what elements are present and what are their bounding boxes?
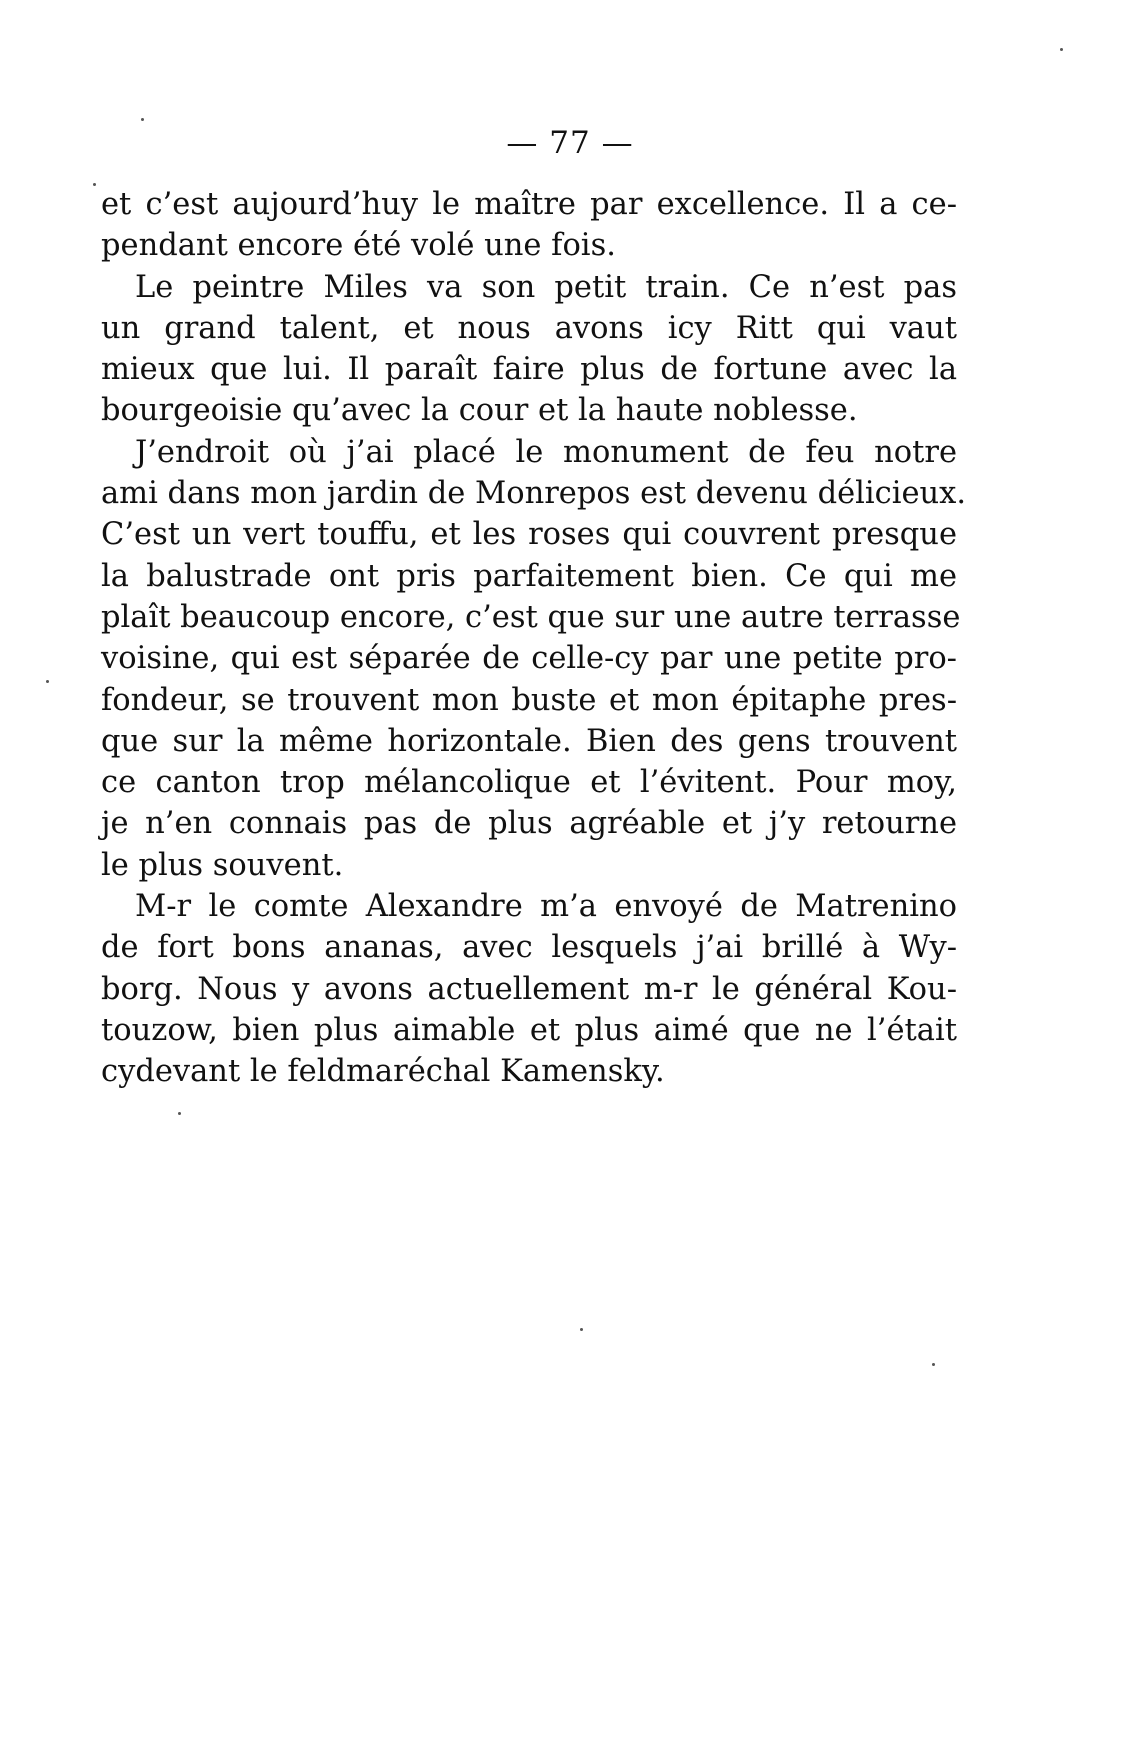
text-line: un grand talent, et nous avons icy Ritt qui vaut (101, 310, 957, 346)
scan-speck (141, 118, 144, 121)
paragraph-3 (101, 432, 967, 886)
text-line: mieux que lui. Il paraît faire plus de fortune avec la (101, 352, 957, 388)
scan-speck (932, 1363, 935, 1366)
text-line: plaît beaucoup encore, c’est que sur une autre terrasse (101, 599, 961, 635)
body-text (101, 184, 967, 1093)
page-number: — 77 — (506, 125, 634, 161)
text-line: J’endroit où j’ai placé le monument de feu notre (135, 434, 957, 470)
text-line: touzow, bien plus aimable et plus aimé que ne l’était (101, 1012, 957, 1048)
text-line: que sur la même horizontale. Bien des gens trouvent (101, 723, 957, 759)
paragraph-2 (101, 267, 957, 432)
scan-speck (1060, 48, 1063, 51)
text-line: C’est un vert touffu, et les roses qui couvrent presque (101, 517, 957, 553)
text-line: je n’en connais pas de plus agréable et j’y retourne (101, 806, 957, 842)
text-line: Le peintre Miles va son petit train. Ce n’est pas (135, 269, 957, 305)
text-line: voisine, qui est séparée de celle-cy par une petite pro- (101, 641, 957, 677)
text-line: ami dans mon jardin de Monrepos est devenu délicieux. (101, 476, 967, 512)
scan-speck (580, 1328, 583, 1331)
text-line: borg. Nous y avons actuellement m-r le général Kou- (101, 971, 957, 1007)
text-line: ce canton trop mélancolique et l’évitent. Pour moy, (101, 765, 957, 801)
text-line: fondeur, se trouvent mon buste et mon épitaphe pres- (101, 682, 957, 718)
scan-speck (93, 183, 96, 186)
text-line: de fort bons ananas, avec lesquels j’ai brillé à Wy- (101, 930, 957, 966)
text-line: bourgeoisie qu’avec la cour et la haute noblesse. (101, 393, 858, 429)
text-line: M-r le comte Alexandre m’a envoyé de Matrenino (135, 889, 957, 925)
text-line: la balustrade ont pris parfaitement bien. Ce qui me (101, 558, 957, 594)
text-line: pendant encore été volé une fois. (101, 228, 616, 264)
text-line: cydevant le feldmaréchal Kamensky. (101, 1054, 665, 1090)
scan-speck (46, 680, 49, 683)
scan-speck (178, 1112, 181, 1115)
paragraph-1 (101, 184, 957, 267)
paragraph-4 (101, 886, 957, 1092)
text-line: et c’est aujourd’huy le maître par excellence. Il a ce- (101, 187, 957, 222)
text-line: le plus souvent. (101, 847, 344, 883)
